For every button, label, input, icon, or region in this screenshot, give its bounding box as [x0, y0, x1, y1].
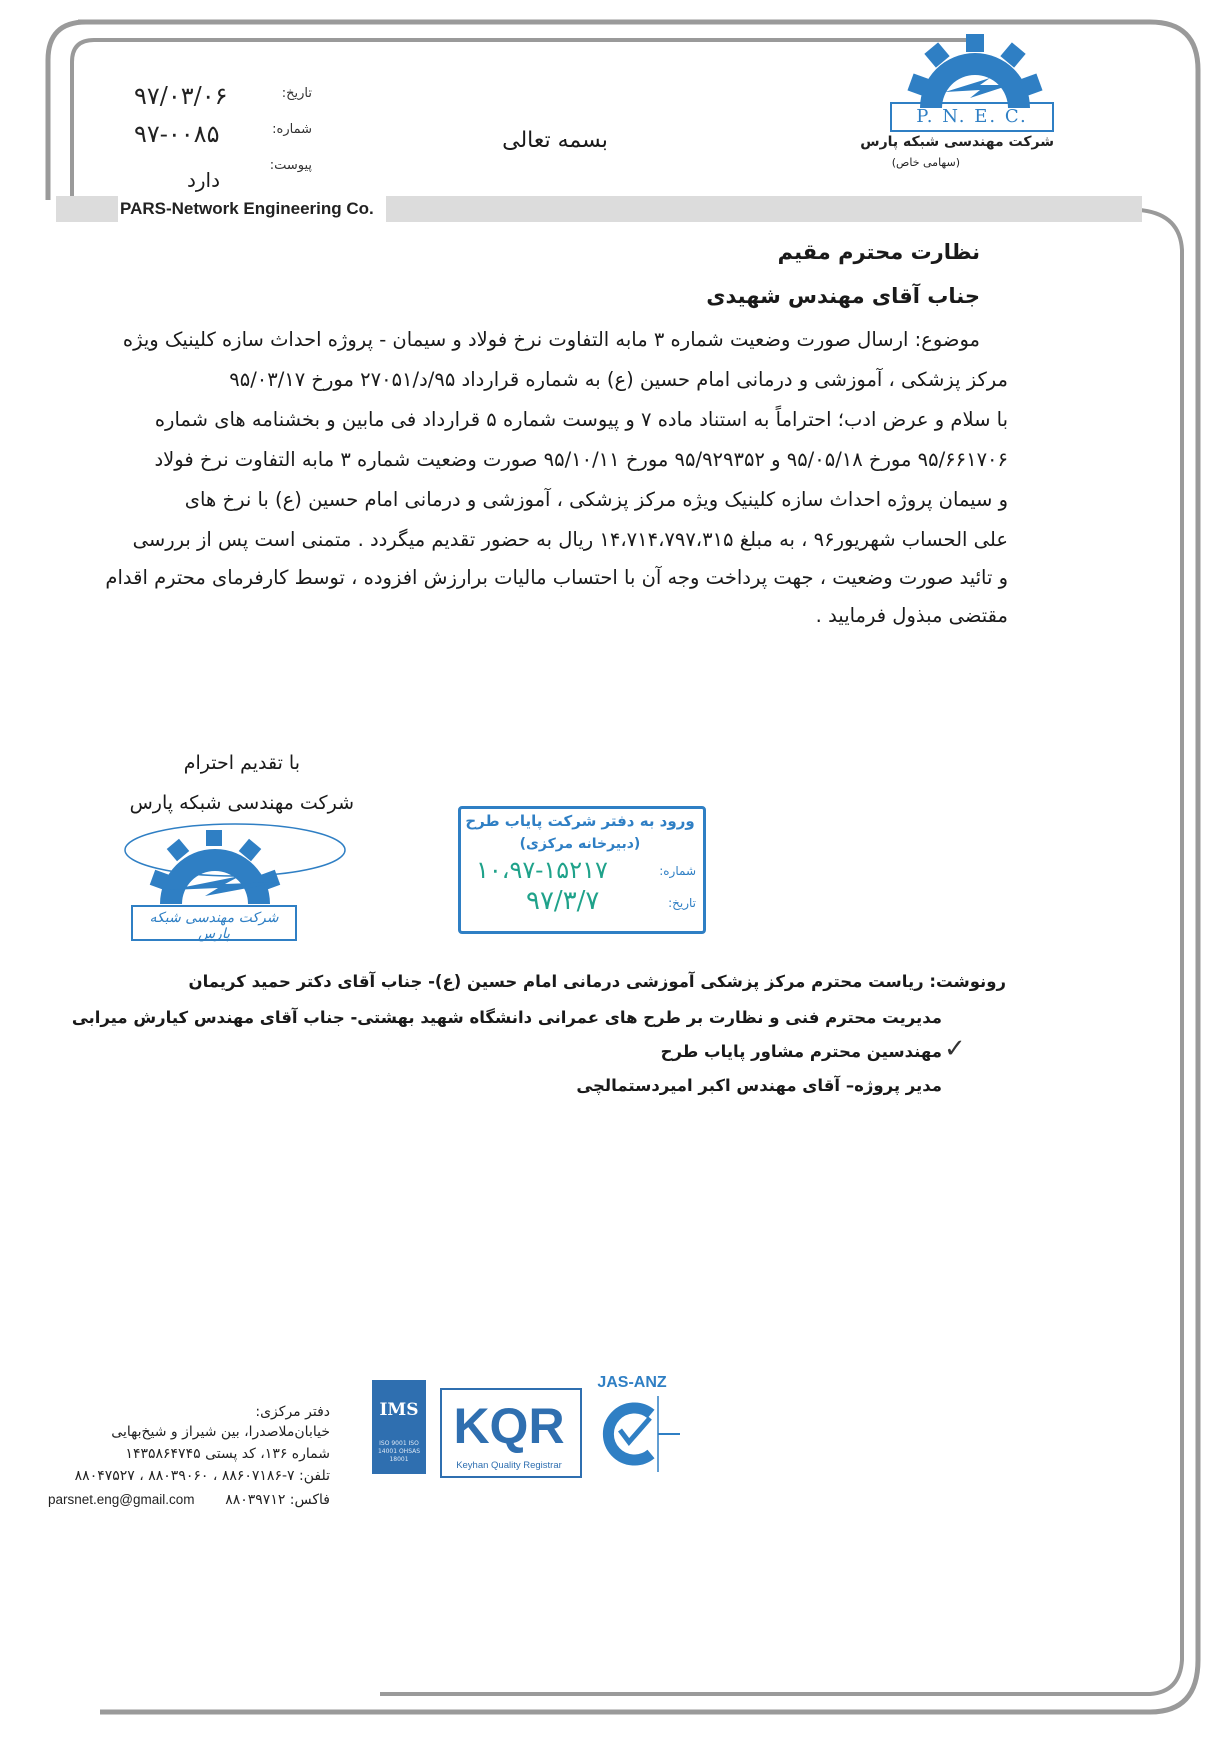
body-line-3: و سیمان پروژه احداث سازه کلینیک ویژه مرکز پزشکی ، آموزشی و درمانی امام حسین (ع) با نرخ های	[184, 488, 1008, 511]
logo-company-type: (سهامی خاص)	[891, 156, 960, 169]
number-value: ۹۷-۰۰۸۵	[134, 120, 220, 148]
body-line-4: علی الحساب شهریور۹۶ ، به مبلغ ۱۴،۷۱۴،۷۹۷،۳۱۵ ریال به حضور تقدیم میگردد . متمنی است پس از بررسی	[132, 528, 1008, 551]
address-line-2: شماره ۱۳۶، کد پستی ۱۴۳۵۸۶۴۷۴۵	[125, 1446, 330, 1462]
recipient-1: نظارت محترم مقیم	[777, 240, 980, 264]
recipient-2: جناب آقای مهندس شهیدی	[706, 284, 980, 308]
closing: با تقدیم احترام	[183, 752, 300, 774]
cc-line-2: مدیریت محترم فنی و نظارت بر طرح های عمرانی دانشگاه شهید بهشتی- جناب آقای مهندس کیارش میرابی	[71, 1008, 942, 1027]
ims-cert-label: IMS	[379, 1400, 419, 1420]
kqr-cert-subtitle: Keyhan Quality Registrar	[456, 1460, 562, 1471]
date-value: ۹۷/۰۳/۰۶	[134, 82, 228, 110]
email-address: parsnet.eng@gmail.com	[48, 1492, 195, 1507]
attachment-value: دارد	[186, 168, 220, 192]
date-label: تاریخ:	[281, 86, 312, 101]
entry-stamp-number-label: شماره:	[659, 864, 696, 878]
jas-anz-label: JAS-ANZ	[597, 1374, 667, 1391]
kqr-cert-label: KQR	[453, 1398, 565, 1454]
entry-stamp-title: ورود به دفتر شرکت پایاب طرح	[465, 812, 695, 830]
attachment-label: پیوست:	[269, 158, 312, 173]
jas-anz-logo-icon	[596, 1396, 680, 1472]
body-line-1: با سلام و عرض ادب؛ احتراماً به استناد ماده ۷ و پیوست شماره ۵ قرارداد فی مابین و بخشنامه های شماره	[154, 408, 1008, 431]
signatory: شرکت مهندسی شبکه پارس	[129, 792, 354, 814]
entry-stamp-subtitle: (دبیرخانه مرکزی)	[519, 836, 641, 852]
cc-line-4: مدیر پروژه– آقای مهندس اکبر امیردستمالچی	[576, 1076, 942, 1095]
entry-stamp-date-value: ۹۷/۳/۷	[526, 886, 600, 916]
body-line-5: و تائید صورت وضعیت ، جهت پرداخت وجه آن با احتساب مالیات برارزش افزوده ، توسط کارفرمای محترم اقدام	[105, 566, 1008, 589]
logo-letters: P. N. E. C.	[890, 102, 1054, 132]
phone-numbers: تلفن: ۷-۸۸۶۰۷۱۸۶ ، ۸۸۰۳۹۰۶۰ ، ۸۸۰۴۷۵۲۷	[74, 1468, 330, 1484]
cc-line-1: رونوشت: ریاست محترم مرکز پزشکی آموزشی درمانی امام حسین (ع)- جناب آقای دکتر حمید کریمان	[188, 972, 1006, 991]
office-label: دفتر مرکزی:	[255, 1404, 330, 1420]
number-label: شماره:	[272, 122, 312, 137]
cc-line-3: مهندسین محترم مشاور پایاب طرح	[660, 1042, 942, 1061]
logo-company-fa: شرکت مهندسی شبکه پارس	[860, 134, 1054, 150]
company-stamp-text: شرکت مهندسی شبکه پارس	[149, 910, 279, 942]
company-name-en: PARS-Network Engineering Co.	[120, 199, 374, 218]
entry-stamp-date-label: تاریخ:	[668, 896, 696, 910]
subject-line-1: موضوع: ارسال صورت وضعیت شماره ۳ مابه التفاوت نرخ فولاد و سیمان - پروژه احداث سازه کلینیک ویژه	[122, 328, 980, 351]
body-line-6: مقتضی مبذول فرمایید .	[815, 604, 1008, 627]
body-line-2: ۹۵/۶۶۱۷۰۶ مورخ ۹۵/۰۵/۱۸ و ۹۵/۹۲۹۳۵۲ مورخ ۹۵/۱۰/۱۱ صورت وضعیت شماره ۳ مابه التفاوت نرخ فولاد	[154, 448, 1008, 471]
ims-cert-standards: ISO 9001 ISO 14001 OHSAS 18001	[377, 1440, 421, 1463]
address-line-1: خیابان‌ملاصدرا، بین شیراز و شیخ‌بهایی	[111, 1424, 330, 1440]
fax-number: فاکس: ۸۸۰۳۹۷۱۲	[225, 1492, 330, 1508]
entry-stamp-number-value: ۱۰،۹۷-۱۵۲۱۷	[476, 856, 608, 884]
cc-check-icon: ✓	[944, 1034, 966, 1064]
bismillah: بسمه تعالی	[502, 128, 608, 153]
subject-line-2: مرکز پزشکی ، آموزشی و درمانی امام حسین (ع) به شماره قرارداد ۹۵/د/۲۷۰۵۱ مورخ ۹۵/۰۳/۱۷	[229, 368, 1008, 391]
